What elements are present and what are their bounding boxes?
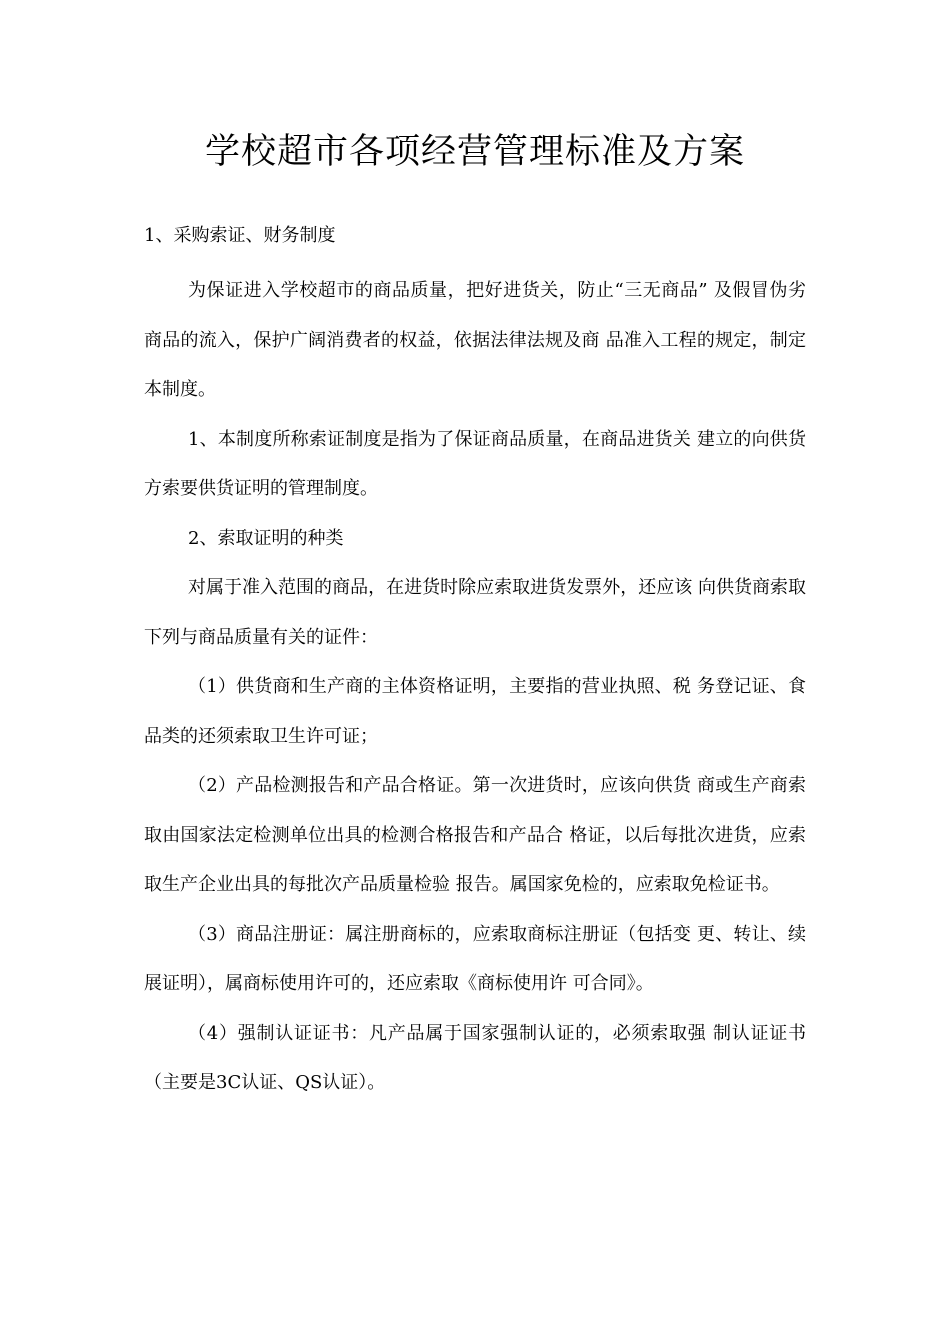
document-body xyxy=(144,266,806,1108)
paragraph-item-4: （4）强制认证证书：凡产品属于国家强制认证的，必须索取强 制认证证书（主要是3C认证、QS认证）。 xyxy=(144,1022,806,1093)
paragraph-purpose: 为保证进入学校超市的商品质量，把好进货关，防止“三无商品” 及假冒伪劣商品的流入，保护广阔消费者的权益，依据法律法规及商 品准入工程的规定，制定本制度。 xyxy=(144,280,806,400)
document-title: 学校超市各项经营管理标准及方案 xyxy=(204,132,745,172)
paragraph-item-3: （3）商品注册证：属注册商标的，应索取商标注册证（包括变 更、转让、续展证明），属商标使用许可的，还应索取《商标使用许 可合同》。 xyxy=(144,923,806,994)
paragraph-definition: 1、本制度所称索证制度是指为了保证商品质量，在商品进货关 建立的向供货方索要供货证明的管理制度。 xyxy=(144,428,806,499)
paragraph-certificate-intro: 对属于准入范围的商品，在进货时除应索取进货发票外，还应该 向供货商索取下列与商品质量有关的证件： xyxy=(144,577,806,648)
paragraph-certificate-types-heading: 2、索取证明的种类 xyxy=(188,527,344,549)
paragraph-item-2: （2）产品检测报告和产品合格证。第一次进货时，应该向供货 商或生产商索取由国家法定检测单位出具的检测合格报告和产品合 格证，以后每批次进货，应索取生产企业出具的每批次产品质量检验 报告。属国家免检的，应索取免检证书。 xyxy=(144,775,806,895)
paragraph-item-1: （1）供货商和生产商的主体资格证明，主要指的营业执照、税 务登记证、食品类的还须索取卫生许可证； xyxy=(144,676,806,747)
section-heading: 1、采购索证、财务制度 xyxy=(144,225,336,246)
